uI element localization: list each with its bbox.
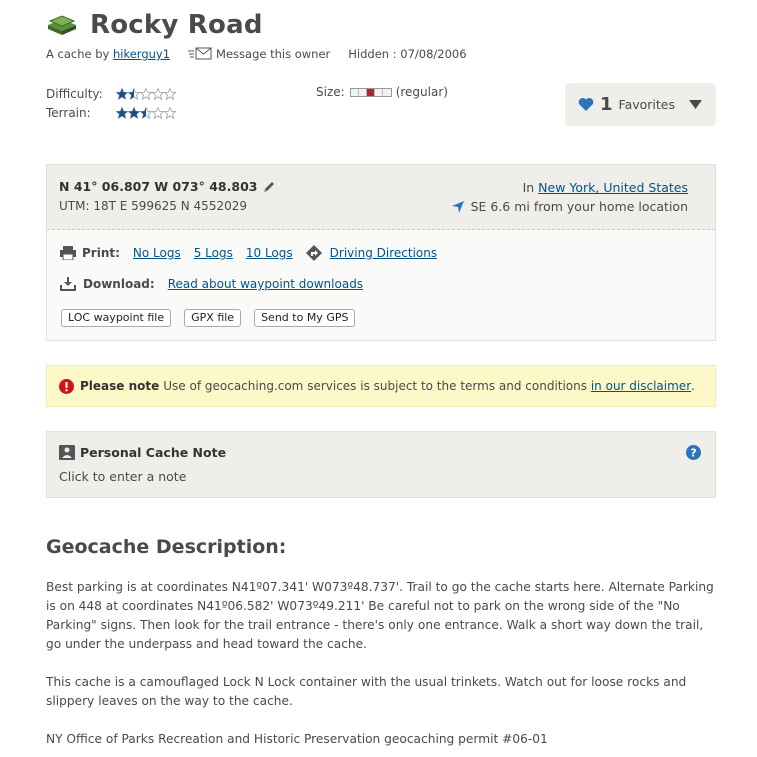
- by-prefix: A cache by: [46, 47, 110, 61]
- difficulty-stars: [116, 88, 176, 100]
- disclaimer-link[interactable]: in our disclaimer: [590, 379, 692, 393]
- location-prefix: In: [522, 180, 535, 195]
- waypoint-downloads-link[interactable]: Read about waypoint downloads: [167, 277, 364, 291]
- personal-note-title-text: Personal Cache Note: [80, 445, 227, 460]
- terrain-stars: [116, 107, 176, 119]
- size-meter: [350, 88, 392, 97]
- star-icon: [152, 88, 164, 100]
- coordinates-text: N 41° 06.807 W 073° 48.803: [59, 179, 258, 194]
- download-options: [60, 277, 363, 291]
- star-icon: [140, 107, 152, 119]
- notice-bold: Please note: [80, 379, 160, 393]
- size-segment: [375, 89, 383, 96]
- cache-header: [46, 10, 263, 40]
- description-paragraph: NY Office of Parks Recreation and Historic Preservation geocaching permit #06-01: [46, 732, 548, 746]
- star-icon: [164, 88, 176, 100]
- description-heading: Geocache Description:: [46, 536, 287, 558]
- print-options: [60, 245, 450, 261]
- container-size: [316, 85, 448, 99]
- svg-text:?: ?: [690, 446, 697, 460]
- description-body: [46, 578, 718, 757]
- personal-cache-note[interactable]: [46, 431, 716, 498]
- size-segment: [367, 89, 375, 96]
- send-to-gps-button[interactable]: Send to My GPS: [254, 309, 355, 327]
- owner-link[interactable]: hikerguy1: [113, 47, 171, 61]
- coordinates: [59, 179, 276, 194]
- star-icon: [128, 88, 140, 100]
- note-icon: [59, 445, 75, 460]
- difficulty-label: Difficulty:: [46, 86, 103, 101]
- distance-text: SE 6.6 mi from your home location: [470, 199, 688, 214]
- location: [523, 180, 688, 195]
- star-icon: [164, 107, 176, 119]
- location-link[interactable]: New York, United States: [538, 180, 688, 195]
- byline: [46, 47, 467, 61]
- star-icon: [116, 107, 128, 119]
- driving-directions-link[interactable]: Driving Directions: [329, 246, 438, 260]
- print-label: Print:: [82, 246, 120, 260]
- disclaimer-notice: [46, 365, 716, 407]
- size-segment: [359, 89, 367, 96]
- size-label: Size:: [316, 85, 345, 99]
- description-paragraph: Best parking is at coordinates N41º07.341' W073º48.737'. Trail to go the cache starts here. Alternate Parking is on 448 at coordinates N41º06.582' W073º49.211' Be careful not to park on the wrong side of the "No Parking" signs. Then look for the trail entrance - there's only one entrance. Walk a short way down the trail, go under the underpass and head toward the cache.: [46, 580, 714, 651]
- envelope-icon[interactable]: [188, 47, 212, 61]
- gpx-file-button[interactable]: GPX file: [184, 309, 241, 327]
- size-segment: [383, 89, 391, 96]
- utm-coordinates: UTM: 18T E 599625 N 4552029: [59, 199, 247, 213]
- download-icon: [60, 277, 76, 291]
- notice-end: .: [691, 379, 695, 393]
- chevron-down-icon[interactable]: [689, 100, 702, 109]
- favorites-label: Favorites: [618, 97, 675, 112]
- print-5-logs-link[interactable]: 5 Logs: [193, 246, 233, 260]
- download-label: Download:: [83, 277, 155, 291]
- traditional-cache-icon: [46, 11, 78, 39]
- loc-file-button[interactable]: LOC waypoint file: [61, 309, 171, 327]
- page-title: Rocky Road: [90, 10, 263, 40]
- size-segment: [351, 89, 359, 96]
- star-icon: [140, 88, 152, 100]
- print-10-logs-link[interactable]: 10 Logs: [245, 246, 293, 260]
- help-icon[interactable]: [686, 445, 701, 460]
- size-text: (regular): [395, 85, 448, 99]
- favorites-count: 1: [600, 94, 613, 115]
- star-icon: [152, 107, 164, 119]
- message-owner-link[interactable]: Message this owner: [216, 47, 331, 61]
- personal-note-title: [59, 445, 226, 460]
- download-buttons: [61, 309, 368, 327]
- personal-note-placeholder[interactable]: Click to enter a note: [59, 469, 187, 484]
- description-paragraph: This cache is a camouflaged Lock N Lock container with the usual trinkets. Watch out for loose rocks and slippery leaves on the way to the cache.: [46, 675, 687, 708]
- pencil-icon[interactable]: [262, 180, 276, 194]
- favorites-widget[interactable]: [565, 83, 716, 126]
- direction-arrow-icon: [452, 201, 464, 213]
- terrain-label: Terrain:: [46, 105, 91, 120]
- distance: [452, 199, 688, 214]
- alert-icon: [59, 379, 74, 394]
- star-icon: [116, 88, 128, 100]
- star-icon: [128, 107, 140, 119]
- hidden-date: Hidden : 07/08/2006: [348, 47, 467, 61]
- notice-text: Use of geocaching.com services is subject to the terms and conditions: [163, 379, 588, 393]
- coordinates-panel: [46, 164, 716, 341]
- heart-icon: [578, 97, 594, 112]
- print-no-logs-link[interactable]: No Logs: [132, 246, 181, 260]
- printer-icon: [60, 246, 76, 260]
- directions-icon: [306, 245, 322, 261]
- ratings: [46, 84, 176, 122]
